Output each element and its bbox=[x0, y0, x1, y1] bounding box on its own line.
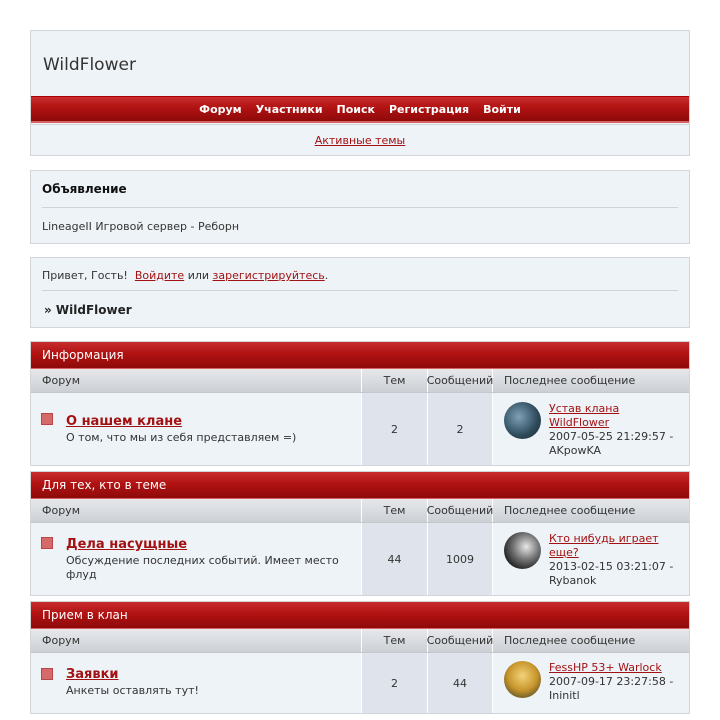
forum-row bbox=[31, 523, 689, 595]
announcement-box bbox=[30, 170, 690, 244]
col-last-post: Последнее сообщение bbox=[504, 634, 636, 647]
col-last-post: Последнее сообщение bbox=[504, 504, 636, 517]
divider bbox=[42, 207, 678, 208]
col-topics: Тем bbox=[362, 369, 428, 392]
col-topics: Тем bbox=[362, 629, 428, 652]
site-title: WildFlower bbox=[43, 55, 136, 75]
menu-login[interactable]: Войти bbox=[483, 102, 521, 116]
col-posts: Сообщений bbox=[428, 369, 493, 392]
column-headers bbox=[31, 629, 689, 653]
active-topics-link[interactable]: Активные темы bbox=[314, 133, 406, 147]
last-post-meta: 2007-05-25 21:29:57 - AKpowKA bbox=[549, 430, 674, 457]
topics-count: 2 bbox=[362, 393, 428, 465]
forum-title-link[interactable]: О нашем клане bbox=[66, 414, 183, 429]
category-title[interactable]: Для тех, кто в теме bbox=[31, 472, 689, 499]
column-headers bbox=[31, 369, 689, 393]
last-post-info bbox=[549, 661, 681, 703]
forum-cell bbox=[31, 653, 362, 713]
forum-status-icon bbox=[41, 413, 53, 425]
breadcrumb[interactable]: » WildFlower bbox=[44, 303, 132, 317]
last-post-info bbox=[549, 532, 681, 588]
last-post-cell bbox=[493, 393, 689, 465]
forum-row bbox=[31, 653, 689, 713]
menu-register[interactable]: Регистрация bbox=[389, 102, 470, 116]
announcement-body: LineageII Игровой сервер - Реборн bbox=[42, 220, 240, 233]
col-forum: Форум bbox=[31, 369, 362, 392]
last-post-meta: 2007-09-17 23:27:58 - Ininitl bbox=[549, 675, 674, 702]
last-post-link[interactable]: Устав клана WildFlower bbox=[549, 402, 620, 429]
last-post-meta: 2013-02-15 03:21:07 - Rybanok bbox=[549, 560, 674, 587]
last-post-link[interactable]: Кто нибудь играет еще? bbox=[549, 532, 659, 559]
category-title[interactable]: Прием в клан bbox=[31, 602, 689, 629]
last-post-cell bbox=[493, 653, 689, 713]
login-link[interactable]: Войдите bbox=[134, 269, 185, 282]
forum-description: Анкеты оставлять тут! bbox=[66, 684, 199, 697]
posts-count: 44 bbox=[428, 653, 493, 713]
col-topics: Тем bbox=[362, 499, 428, 522]
avatar bbox=[504, 532, 541, 569]
divider bbox=[42, 290, 678, 291]
category-recruitment bbox=[30, 601, 690, 714]
topics-count: 2 bbox=[362, 653, 428, 713]
welcome-greeting bbox=[42, 269, 328, 282]
col-last-post: Последнее сообщение bbox=[504, 374, 636, 387]
column-headers bbox=[31, 499, 689, 523]
menu-forum[interactable]: Форум bbox=[199, 102, 242, 116]
forum-status-icon bbox=[41, 537, 53, 549]
category-title[interactable]: Информация bbox=[31, 342, 689, 369]
col-forum: Форум bbox=[31, 629, 362, 652]
forum-description: Обсуждение последних событий. Имеет место флуд bbox=[66, 554, 339, 581]
last-post-link[interactable]: FessHP 53+ Warlock bbox=[549, 661, 662, 674]
period-text: . bbox=[324, 269, 329, 282]
col-posts: Сообщений bbox=[428, 499, 493, 522]
forum-row bbox=[31, 393, 689, 465]
avatar bbox=[504, 402, 541, 439]
menu-members[interactable]: Участники bbox=[255, 102, 323, 116]
posts-count: 1009 bbox=[428, 523, 493, 595]
announcement-title: Объявление bbox=[42, 182, 127, 196]
last-post-cell bbox=[493, 523, 689, 595]
greeting-text: Привет, Гость! bbox=[42, 269, 128, 282]
col-forum: Форум bbox=[31, 499, 362, 522]
topics-count: 44 bbox=[362, 523, 428, 595]
main-menu bbox=[31, 96, 689, 123]
category-info bbox=[30, 341, 690, 466]
welcome-box bbox=[30, 257, 690, 328]
forum-status-icon bbox=[41, 668, 53, 680]
forum-title-link[interactable]: Дела насущные bbox=[66, 537, 188, 552]
category-insiders bbox=[30, 471, 690, 596]
forum-title-link[interactable]: Заявки bbox=[66, 667, 119, 682]
register-link[interactable]: зарегистрируйтесь bbox=[212, 269, 325, 282]
or-text: или bbox=[187, 269, 210, 282]
last-post-info bbox=[549, 402, 681, 458]
forum-cell bbox=[31, 393, 362, 465]
forum-header bbox=[30, 30, 690, 156]
col-posts: Сообщений bbox=[428, 629, 493, 652]
avatar bbox=[504, 661, 541, 698]
sub-navigation bbox=[30, 124, 690, 156]
posts-count: 2 bbox=[428, 393, 493, 465]
menu-search[interactable]: Поиск bbox=[336, 102, 375, 116]
forum-cell bbox=[31, 523, 362, 595]
forum-description: О том, что мы из себя представляем =) bbox=[66, 431, 297, 444]
